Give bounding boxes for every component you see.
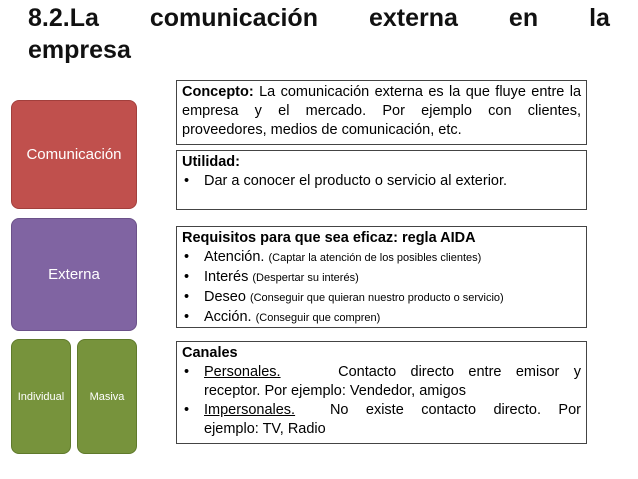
title-word: externa (368, 4, 458, 32)
individual-label: Individual (17, 390, 65, 403)
aida-term: Acción. (204, 309, 252, 325)
canales-box (176, 341, 587, 444)
title-word: en (508, 4, 539, 32)
requisitos-box (176, 226, 587, 328)
list-item (182, 172, 581, 191)
comunicacion-label: Comunicación (26, 146, 122, 163)
aida-note: (Captar la atención de los posibles clientes) (268, 252, 482, 264)
title-word: comunicación (149, 4, 318, 32)
list-item (182, 288, 581, 308)
canales-label: Canales (182, 345, 238, 361)
list-item (182, 308, 581, 328)
externa-block (11, 218, 137, 331)
utilidad-list (182, 172, 581, 191)
title-word: 8.2.La (28, 4, 99, 32)
utilidad-box (176, 150, 587, 210)
page-title (28, 2, 610, 66)
concepto-box (176, 80, 587, 145)
canal-line (204, 401, 581, 420)
aida-note: (Despertar su interés) (252, 272, 359, 284)
list-item (182, 248, 581, 268)
list-item (182, 268, 581, 288)
aida-term: Atención. (204, 249, 265, 265)
canal-line: receptor. Por ejemplo: Vendedor, amigos (204, 383, 466, 399)
title-word: la (589, 4, 610, 32)
utilidad-label: Utilidad: (182, 154, 240, 170)
masiva-label: Masiva (89, 390, 125, 403)
aida-term: Deseo (204, 289, 246, 305)
requisitos-label: Requisitos para que sea eficaz: regla AIDA (182, 230, 476, 246)
individual-block (11, 339, 71, 454)
masiva-block (77, 339, 137, 454)
aida-note: (Conseguir que compren) (255, 312, 381, 324)
canal-term: Impersonales. (204, 402, 296, 418)
externa-label: Externa (48, 266, 100, 283)
canal-line: ejemplo: TV, Radio (204, 421, 326, 437)
aida-term: Interés (204, 269, 249, 285)
concepto-paragraph (182, 83, 581, 140)
concepto-label: Concepto: (182, 84, 254, 100)
requisitos-list (182, 248, 581, 328)
comunicacion-block (11, 100, 137, 209)
concepto-text: La comunicación externa es la que fluye entre la empresa y el mercado. Por ejemplo con clientes, proveedores, medios de comunicación, etc. (182, 84, 582, 138)
title-line-1 (28, 2, 610, 34)
list-item (182, 401, 581, 439)
utilidad-item-text: Dar a conocer el producto o servicio al exterior. (204, 173, 508, 189)
title-line-2: empresa (28, 36, 131, 64)
canal-term: Personales. (204, 364, 281, 380)
canal-text: Contacto directo entre emisor y (338, 364, 581, 380)
aida-note: (Conseguir que quieran nuestro producto o servicio) (249, 292, 504, 304)
canal-text: No existe contacto directo. Por (329, 402, 581, 418)
canal-line (204, 363, 581, 382)
list-item (182, 363, 581, 401)
canales-list (182, 363, 581, 439)
